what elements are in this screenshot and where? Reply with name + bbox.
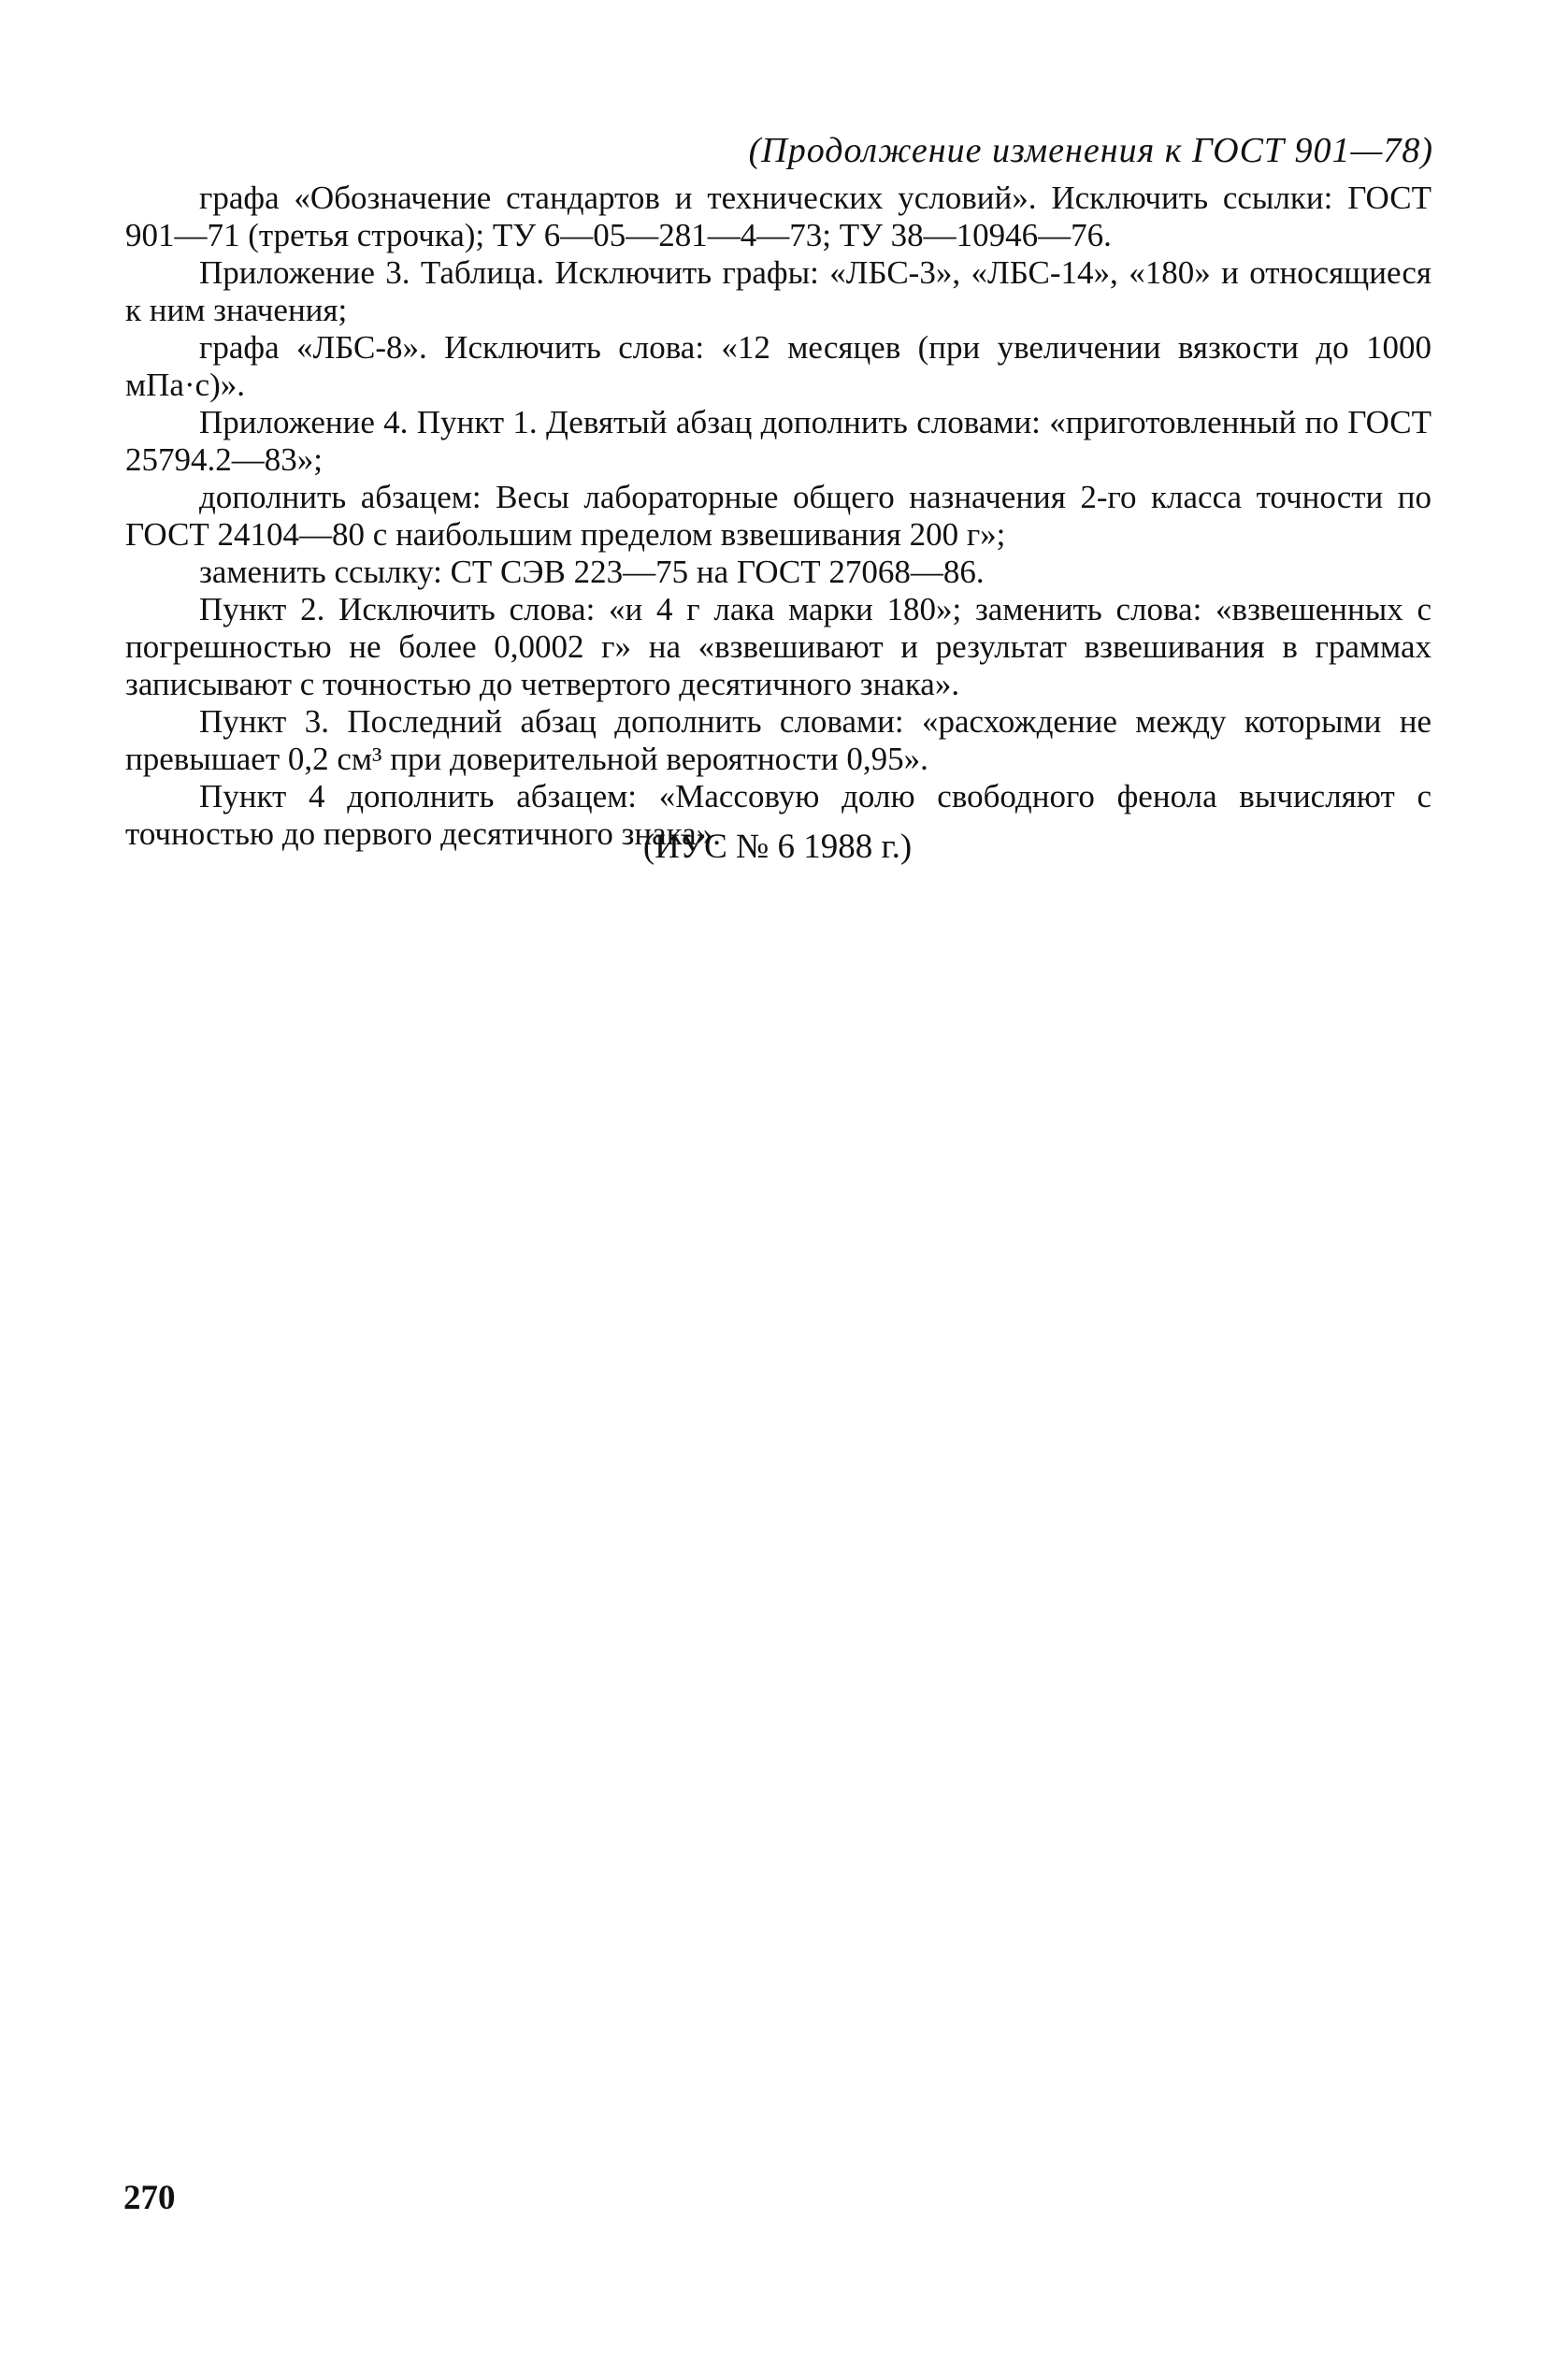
amendment-text — [125, 180, 1431, 853]
page-number: 270 — [123, 2179, 176, 2217]
paragraph: Приложение 4. Пункт 1. Девятый абзац дополнить словами: «приготовленный по ГОСТ 25794.2—83»; — [125, 404, 1431, 478]
paragraph: Пункт 4 дополнить абзацем: «Массовую долю свободного фенола вычисляют с точностью до первого десятичного знака». — [125, 778, 1431, 852]
paragraph: Пункт 2. Исключить слова: «и 4 г лака марки 180»; заменить слова: «взвешенных с погрешностью не более 0,0002 г» на «взвешивают и результат взвешивания в граммах записывают с точностью до четвертого десятичного знака». — [125, 591, 1431, 702]
ius-reference: (ИУС № 6 1988 г.) — [642, 828, 913, 866]
paragraph: Пункт 3. Последний абзац дополнить словами: «расхождение между которыми не превышает 0,2 см³ при доверительной вероятности 0,95». — [125, 703, 1431, 777]
continuation-header: (Продолжение изменения к ГОСТ 901—78) — [748, 131, 1433, 170]
paragraph: дополнить абзацем: Весы лабораторные общего назначения 2-го класса точности по ГОСТ 24104—80 с наибольшим пределом взвешивания 200 г»; — [125, 479, 1431, 553]
paragraph: заменить ссылку: СТ СЭВ 223—75 на ГОСТ 27068—86. — [199, 554, 985, 590]
paragraph: Приложение 3. Таблица. Исключить графы: «ЛБС-3», «ЛБС-14», «180» и относящиеся к ним значения; — [125, 254, 1431, 328]
paragraph: графа «ЛБС-8». Исключить слова: «12 месяцев (при увеличении вязкости до 1000 мПа·с)». — [125, 329, 1431, 403]
paragraph: графа «Обозначение стандартов и технических условий». Исключить ссылки: ГОСТ 901—71 (третья строчка); ТУ 6—05—281—4—73; ТУ 38—10946—76. — [125, 180, 1431, 253]
